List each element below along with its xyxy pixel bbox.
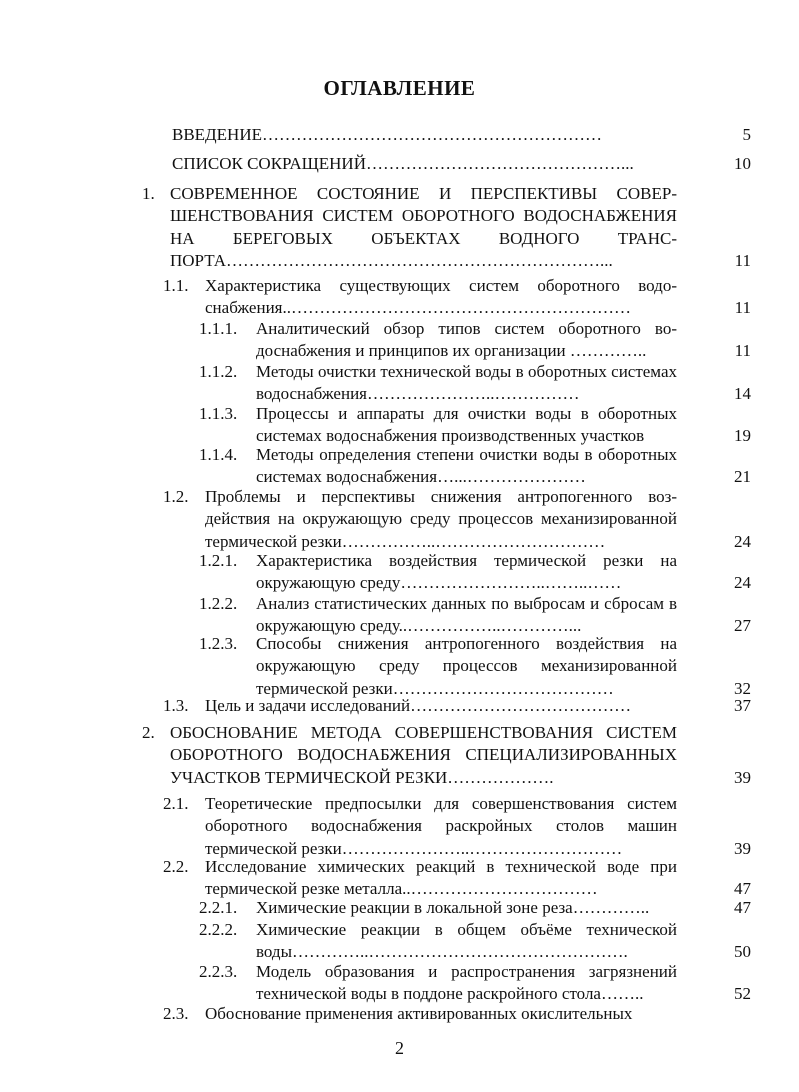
toc-entry-subsection-1-1-1 [199,318,751,363]
toc-entry-subsection-1-2-1 [199,550,751,595]
toc-entry-text: ОБОСНОВАНИЕ МЕТОДА СОВЕРШЕНСТВОВАНИЯ СИСТЕМ ОБОРОТНОГО ВОДОСНАБЖЕНИЯ СПЕЦИАЛИЗИРОВАННЫХ УЧАСТКОВ ТЕРМИЧЕСКОЙ РЕЗКИ………………. [170,723,677,787]
toc-entry-text: Аналитический обзор типов систем оборотного водоснабжения и принципов их организации ………….. [256,319,677,361]
toc-entry-text: Характеристика воздействия термической резки на окружающую среду……………………..……..…… [256,551,677,593]
toc-entry-number: 1.1.4. [199,445,238,464]
toc-entry-subsection-1-2-3 [199,633,751,700]
toc-entry-text: СПИСОК СОКРАЩЕНИЙ………………………………………... [172,154,634,173]
toc-entry-subsection-1-2-2 [199,593,751,638]
toc-entry-section-2-1 [163,793,751,860]
toc-entry-number: 2.2.1. [199,898,238,917]
toc-entry-number: 1.2.3. [199,634,238,653]
toc-entry-subsection-1-1-2 [199,361,751,406]
toc-entry-text: Химические реакции в локальной зоне реза………….. [256,898,650,917]
toc-entry-page: 11 [734,298,751,318]
toc-entry-number: 2.1. [163,794,189,813]
toc-entry-text: ВВЕДЕНИЕ…………………………………………………… [172,125,602,144]
toc-entry-text: СОВРЕМЕННОЕ СОСТОЯНИЕ И ПЕРСПЕКТИВЫ СОВЕРШЕНСТВОВАНИЯ СИСТЕМ ОБОРОТНОГО ВОДОСНАБЖЕНИЯ НА БЕРЕГОВЫХ ОБЪЕКТАХ ВОДНОГО ТРАНСПОРТА…………………………………………………………... [170,184,677,271]
toc-entry-text: Процессы и аппараты для очистки воды в оборотных системах водоснабжения производственных участков [256,404,677,446]
toc-entry-number: 2.2. [163,857,189,876]
toc-entry-page: 39 [734,838,751,858]
toc-entry-number: 1.1.2. [199,362,238,381]
toc-entry-text: Обоснование применения активированных окислительных [205,1004,633,1023]
toc-entry-section-2-3 [163,1003,751,1025]
toc-entry-text: Методы очистки технической воды в оборотных системах водоснабжения…………………..…………… [256,362,677,404]
toc-entry-chapter-2 [142,722,751,789]
toc-entry-number: 1.1.3. [199,404,238,423]
toc-entry-section-2-2 [163,856,751,901]
toc-entry-section-1-2 [163,486,751,553]
toc-entry-page: 5 [742,125,751,144]
toc-entry-page: 39 [734,767,751,787]
toc-entry-page: 24 [734,573,751,593]
toc-entry-page: 50 [734,942,751,962]
toc-entry-abbreviations [172,153,751,175]
toc-entry-page: 32 [734,678,751,698]
toc-entry-subsection-2-2-1 [199,897,751,919]
toc-entry-page: 37 [734,696,751,715]
toc-entry-subsection-2-2-3 [199,961,751,1006]
toc-entry-text: Способы снижения антропогенного воздействия на окружающую среду процессов механизированной термической резки………………………………… [256,634,677,698]
toc-entry-number: 2. [142,723,155,742]
toc-entry-number: 1.2.1. [199,551,238,570]
toc-entry-page: 21 [734,467,751,487]
toc-entry-page: 27 [734,616,751,636]
toc-entry-page: 11 [734,341,751,361]
toc-entry-number: 2.2.3. [199,962,238,981]
toc-entry-subsection-1-1-3 [199,403,751,448]
toc-entry-text: Теоретические предпосылки для совершенствования систем оборотного водоснабжения раскройных столов машин термической резки…………………..……………………… [205,794,677,858]
page-number: 2 [395,1038,404,1058]
toc-entry-introduction [172,124,751,146]
toc-entry-number: 1.2. [163,487,189,506]
toc-entry-number: 1.3. [163,696,189,715]
toc-entry-text: Характеристика существующих систем оборотного водоснабжения..…………………………………………………… [205,276,677,318]
toc-entry-page: 11 [734,251,751,271]
toc-entry-text: Исследование химических реакций в технической воде при термической резке металла..…………………………… [205,857,677,899]
toc-entry-page: 47 [734,879,751,899]
toc-entry-section-1-1 [163,275,751,320]
toc-entry-number: 2.3. [163,1004,189,1023]
toc-entry-chapter-1 [142,183,751,273]
toc-entry-page: 14 [734,384,751,404]
toc-entry-number: 1. [142,184,155,203]
toc-entry-page: 10 [734,154,751,173]
toc-entry-page: 19 [734,426,751,446]
toc-entry-number: 1.2.2. [199,594,238,613]
toc-entry-text: Анализ статистических данных по выбросам и сбросам в окружающую среду..……………..…………... [256,594,677,636]
toc-entry-number: 2.2.2. [199,920,238,939]
toc-entry-page: 52 [734,984,751,1004]
toc-entry-text: Химические реакции в общем объёме технической воды…………..………………………………………. [256,920,677,962]
toc-entry-section-1-3 [163,695,751,717]
toc-entry-number: 1.1.1. [199,319,238,338]
toc-entry-number: 1.1. [163,276,189,295]
toc-entry-text: Методы определения степени очистки воды в оборотных системах водоснабжения…...………………… [256,445,677,487]
toc-entry-page: 24 [734,531,751,551]
toc-entry-text: Модель образования и распространения загрязнений технической воды в поддоне раскройного стола…….. [256,962,677,1004]
toc-entry-subsection-1-1-4 [199,444,751,489]
toc-entry-subsection-2-2-2 [199,919,751,964]
toc-entry-page: 47 [734,898,751,917]
toc-entry-text: Цель и задачи исследований………………………………… [205,696,632,715]
toc-entry-text: Проблемы и перспективы снижения антропогенного воздействия на окружающую среду процессов механизированной термической резки……………..………………………… [205,487,677,551]
page-title: ОГЛАВЛЕНИЕ [323,76,476,100]
